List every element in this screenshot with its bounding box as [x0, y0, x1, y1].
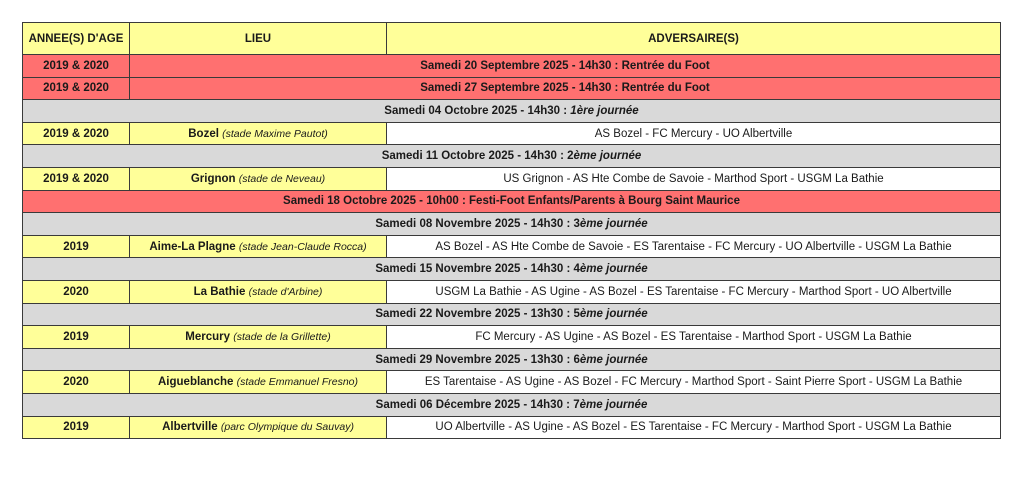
event-cell: Samedi 27 Septembre 2025 - 14h30 : Rentrée du Foot: [130, 77, 1001, 100]
venue-name: Aime-La Plagne: [149, 240, 236, 253]
matchday-label: ème journée: [579, 263, 648, 276]
opponents-cell: UO Albertville - AS Ugine - AS Bozel - ES Tarentaise - FC Mercury - Marthod Sport - USGM La Bathie: [387, 416, 1001, 439]
venue-stadium: (stade de la Grillette): [233, 330, 331, 343]
age-cell: 2019: [23, 235, 130, 258]
age-cell: 2019: [23, 326, 130, 349]
matchday-number: 7: [573, 398, 580, 411]
venue-cell: [130, 122, 387, 145]
matchday-label: ème journée: [579, 398, 648, 411]
matchday-label: ème journée: [579, 353, 648, 366]
matchday-date: Samedi 08 Novembre 2025 - 14h30 :: [375, 217, 574, 230]
matchday-number: 4: [573, 263, 580, 276]
venue-cell: [130, 416, 387, 439]
matchday-cell: [23, 145, 1001, 168]
header-adversaires: ADVERSAIRE(S): [387, 23, 1001, 55]
matchday-label: ème journée: [579, 308, 648, 321]
venue-stadium: (stade de Neveau): [238, 172, 326, 185]
venue-cell: [130, 167, 387, 190]
special-event-row: [23, 55, 1001, 78]
matchday-date: Samedi 29 Novembre 2025 - 13h30 :: [375, 353, 574, 366]
age-cell: 2019 & 2020: [23, 77, 130, 100]
venue-name: Bozel: [188, 127, 219, 140]
matchday-cell: [23, 100, 1001, 123]
match-row: [23, 122, 1001, 145]
matchday-date: Samedi 06 Décembre 2025 - 14h30 :: [375, 398, 574, 411]
special-event-row: [23, 77, 1001, 100]
opponents-cell: AS Bozel - FC Mercury - UO Albertville: [387, 122, 1001, 145]
opponents-cell: ES Tarentaise - AS Ugine - AS Bozel - FC Mercury - Marthod Sport - Saint Pierre Sport - USGM La Bathie: [387, 371, 1001, 394]
match-row: [23, 371, 1001, 394]
matchday-row: [23, 100, 1001, 123]
match-row: [23, 326, 1001, 349]
age-cell: 2020: [23, 280, 130, 303]
matchday-row: [23, 393, 1001, 416]
event-cell: Samedi 18 Octobre 2025 - 10h00 : Festi-Foot Enfants/Parents à Bourg Saint Maurice: [23, 190, 1001, 213]
matchday-cell: [23, 258, 1001, 281]
venue-name: Albertville: [162, 421, 218, 434]
age-cell: 2019: [23, 416, 130, 439]
matchday-date: Samedi 15 Novembre 2025 - 14h30 :: [375, 263, 574, 276]
special-event-row: [23, 190, 1001, 213]
matchday-row: [23, 213, 1001, 236]
match-row: [23, 235, 1001, 258]
matchday-number: 6: [573, 353, 580, 366]
venue-cell: [130, 235, 387, 258]
match-row: [23, 280, 1001, 303]
venue-name: Aigueblanche: [158, 376, 234, 389]
matchday-date: Samedi 11 Octobre 2025 - 14h30 :: [381, 150, 568, 163]
venue-name: La Bathie: [193, 285, 246, 298]
age-cell: 2020: [23, 371, 130, 394]
matchday-label: 1ère journée: [570, 104, 639, 117]
matchday-number: 3: [573, 217, 580, 230]
age-cell: 2019 & 2020: [23, 122, 130, 145]
opponents-cell: USGM La Bathie - AS Ugine - AS Bozel - ES Tarentaise - FC Mercury - Marthod Sport - UO Albertville: [387, 280, 1001, 303]
venue-stadium: (parc Olympique du Sauvay): [220, 421, 354, 434]
matchday-date: Samedi 22 Novembre 2025 - 13h30 :: [375, 308, 574, 321]
venue-name: Mercury: [185, 330, 231, 343]
match-row: [23, 416, 1001, 439]
age-cell: 2019 & 2020: [23, 55, 130, 78]
venue-stadium: (stade Emmanuel Fresno): [236, 376, 358, 389]
event-cell: Samedi 20 Septembre 2025 - 14h30 : Rentrée du Foot: [130, 55, 1001, 78]
opponents-cell: AS Bozel - AS Hte Combe de Savoie - ES Tarentaise - FC Mercury - UO Albertville - USGM La Bathie: [387, 235, 1001, 258]
opponents-cell: FC Mercury - AS Ugine - AS Bozel - ES Tarentaise - Marthod Sport - USGM La Bathie: [387, 326, 1001, 349]
venue-stadium: (stade d'Arbine): [248, 285, 323, 298]
matchday-row: [23, 145, 1001, 168]
matchday-number: 2: [567, 150, 574, 163]
matchday-cell: [23, 213, 1001, 236]
venue-cell: [130, 326, 387, 349]
opponents-cell: US Grignon - AS Hte Combe de Savoie - Marthod Sport - USGM La Bathie: [387, 167, 1001, 190]
matchday-label: ème journée: [573, 150, 642, 163]
matchday-cell: [23, 393, 1001, 416]
venue-cell: [130, 371, 387, 394]
matchday-cell: [23, 348, 1001, 371]
matchday-row: [23, 303, 1001, 326]
header-lieu: LIEU: [130, 23, 387, 55]
matchday-cell: [23, 303, 1001, 326]
matchday-label: ème journée: [579, 217, 648, 230]
age-cell: 2019 & 2020: [23, 167, 130, 190]
matchday-date: Samedi 04 Octobre 2025 - 14h30 :: [384, 104, 571, 117]
header-row: [23, 23, 1001, 55]
venue-stadium: (stade Maxime Pautot): [222, 127, 328, 140]
matchday-row: [23, 258, 1001, 281]
schedule-table: [22, 22, 1001, 439]
match-row: [23, 167, 1001, 190]
matchday-row: [23, 348, 1001, 371]
venue-cell: [130, 280, 387, 303]
matchday-number: 5: [573, 308, 580, 321]
header-age: ANNEE(S) D'AGE: [23, 23, 130, 55]
venue-name: Grignon: [190, 172, 236, 185]
venue-stadium: (stade Jean-Claude Rocca): [238, 240, 367, 253]
